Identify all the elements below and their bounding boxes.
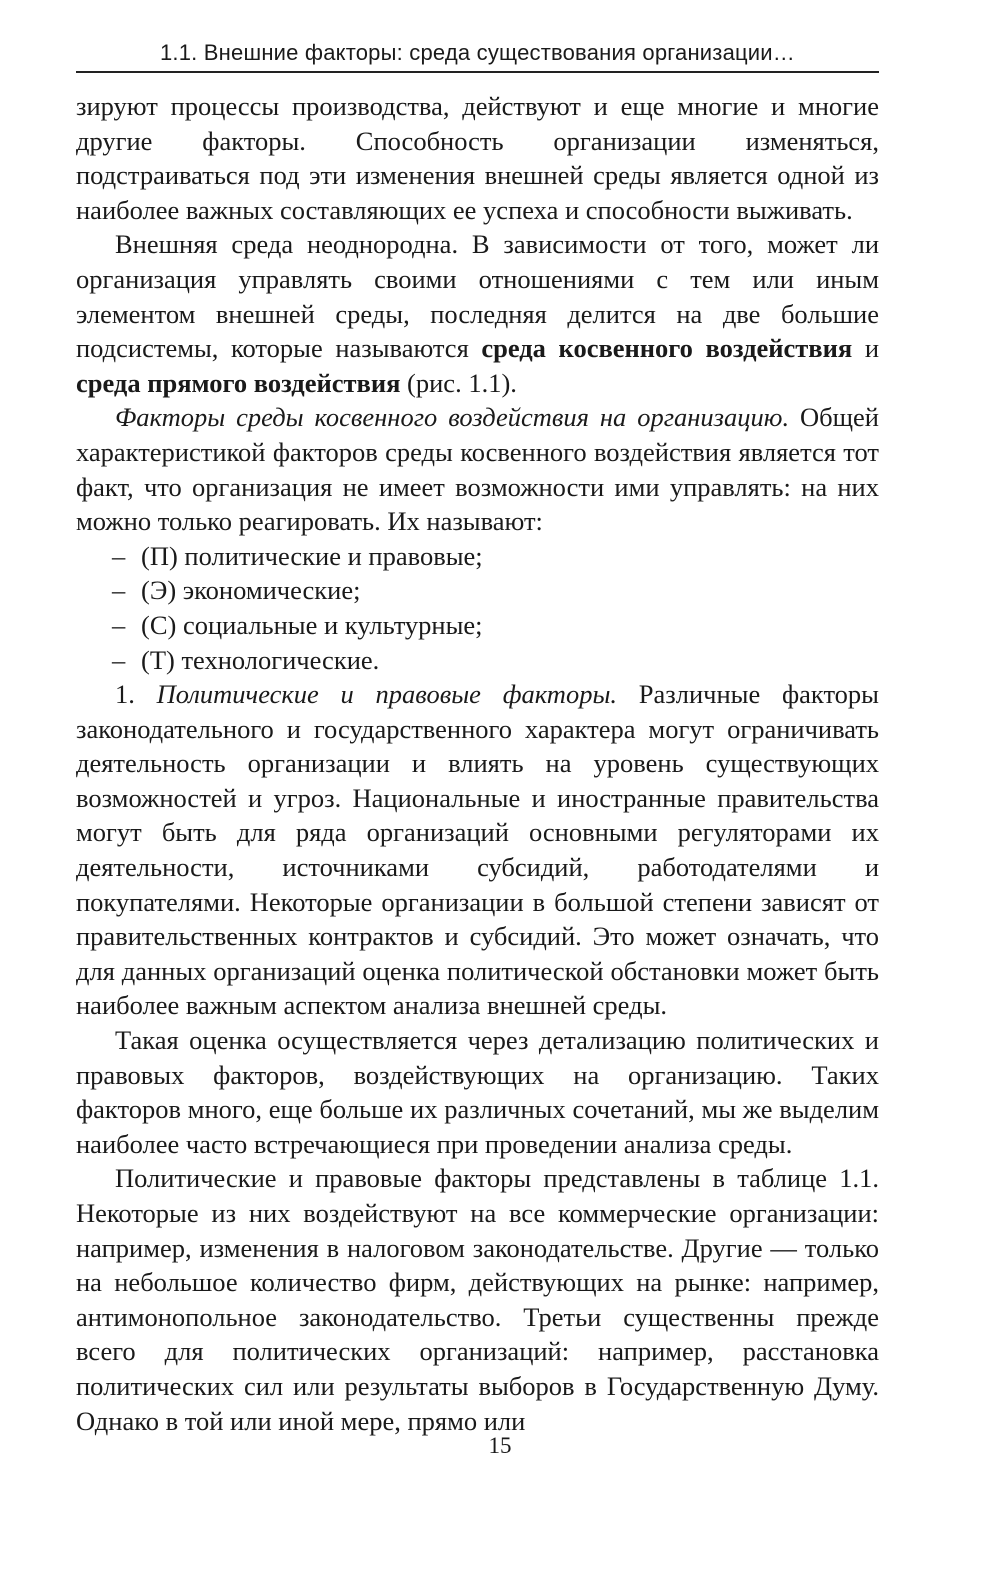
term-direct-environment: среда прямого воздействия (76, 367, 401, 398)
list-dash: – (112, 609, 126, 640)
list-item (112, 608, 879, 643)
header-rule (76, 71, 879, 73)
paragraph-indirect-factors (76, 400, 879, 538)
section-heading-indirect-factors: Факторы среды косвенного воздействия на организацию. (115, 402, 790, 433)
paragraph-table-reference: Политические и правовые факторы представлены в таблице 1.1. Некоторые из них воздействуют на все коммерческие организации: например, изменения в налоговом законодательстве. Другие — только на небольшое количество фирм, действующих на рынке: например, антимонопольное законодательство. Третьи существенны прежде всего для политических организаций: например, расстановка политических сил или результаты выборов в Государственную Думу. Однако в той или иной мере, прямо или (76, 1163, 879, 1436)
page-number: 15 (488, 1433, 512, 1458)
body-text (76, 89, 879, 1438)
p2-text-start: Внешняя среда неоднородна. В зависимости от того, может ли организация управлять своими отношениями с тем или иным элементом внешней среды, последняя делится на две большие подсистемы, которые называются (76, 229, 879, 364)
p4-number: 1. (115, 679, 157, 710)
section-heading-political-factors: Политические и правовые факторы. (156, 679, 618, 710)
running-head: 1.1. Внешние факторы: среда существования организации… (160, 40, 795, 65)
list-item-text: (С) социальные и культурные; (141, 609, 483, 640)
paragraph-continuation: зируют процессы производства, действуют и еще многие и многие другие факторы. Способность организации изменяться, подстраиваться под эти изменения внешней среды является одной из наиболее важных составляющих ее успеха и способности выживать. (76, 91, 879, 225)
list-item-text: (Э) экономические; (141, 575, 361, 606)
paragraph-assessment: Такая оценка осуществляется через детализацию политических и правовых факторов, воздействующих на организацию. Таких факторов много, еще больше их различных сочетаний, мы же выделим наиболее часто встречающиеся при проведении анализа среды. (76, 1025, 879, 1159)
term-indirect-environment: среда косвенного воздействия (481, 333, 853, 364)
p2-text-mid: и (852, 333, 879, 364)
p3-text: Общей характеристикой факторов среды косвенного воздействия является тот факт, что организация не имеет возможности ими управлять: на них можно только реагировать. Их называют: (76, 402, 879, 537)
p4-text: Различные факторы законодательного и государственного характера могут ограничивать деятельность организации и влиять на уровень существующих возможностей и угроз. Национальные и иностранные правительства могут быть для ряда организаций основными регуляторами их деятельности, источниками субсидий, работодателями и покупателями. Некоторые организации в большой степени зависят от правительственных контрактов и субсидий. Это может означать, что для данных организаций оценка политической обстановки может быть наиболее важным аспектом анализа внешней среды. (76, 679, 879, 1021)
list-item-text: (Т) технологические. (141, 644, 380, 675)
paragraph-political-factors (76, 677, 879, 1023)
list-dash: – (112, 575, 126, 606)
list-dash: – (112, 540, 126, 571)
p2-text-end: (рис. 1.1). (400, 367, 517, 398)
factor-list (76, 539, 879, 677)
list-item (112, 643, 879, 678)
list-item (112, 573, 879, 608)
list-item-text: (П) политические и правовые; (141, 540, 483, 571)
list-item (112, 539, 879, 574)
list-dash: – (112, 644, 126, 675)
paragraph-external-environment (76, 227, 879, 400)
